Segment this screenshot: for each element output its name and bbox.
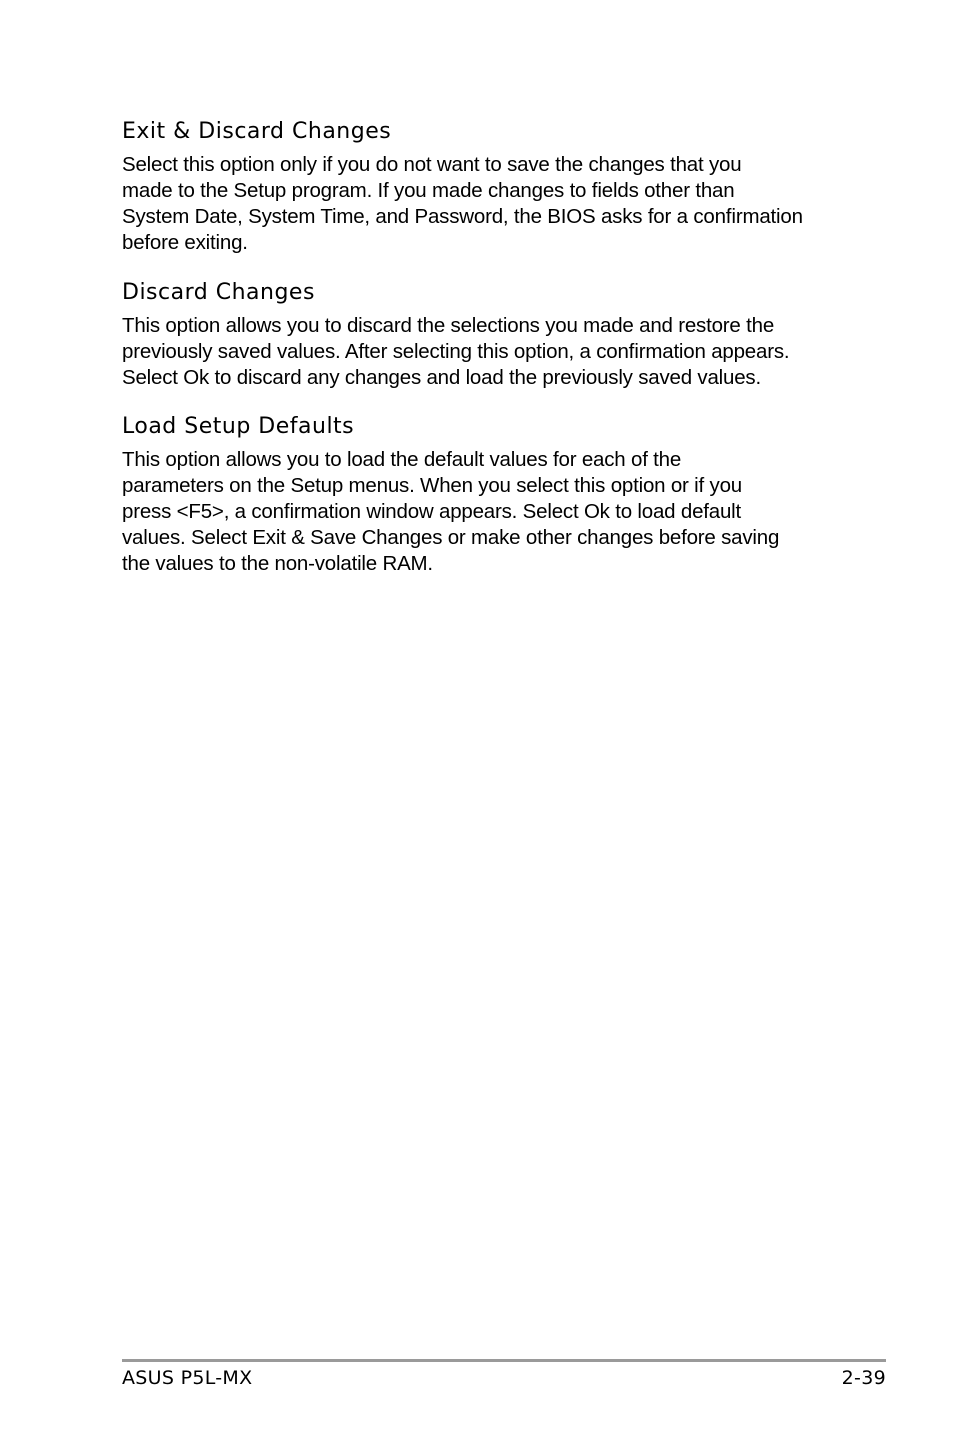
body-line: parameters on the Setup menus. When you select this option or if you xyxy=(122,474,742,497)
section-body xyxy=(122,313,842,391)
body-line: System Date, System Time, and Password, the BIOS asks for a conﬁrmation xyxy=(122,205,803,228)
footer-product-name: ASUS P5L-MX xyxy=(122,1367,253,1389)
body-line: the values to the non-volatile RAM. xyxy=(122,552,433,575)
body-line: Select this option only if you do not want to save the changes that you xyxy=(122,153,742,176)
section-body xyxy=(122,447,842,577)
body-line: Select Ok to discard any changes and load the previously saved values. xyxy=(122,366,761,389)
section-exit-discard-changes xyxy=(122,118,842,256)
footer-page-number: 2-39 xyxy=(841,1367,886,1389)
body-line: values. Select Exit & Save Changes or make other changes before saving xyxy=(122,526,780,549)
body-line: previously saved values. After selecting this option, a conﬁrmation appears. xyxy=(122,340,790,363)
section-body xyxy=(122,152,842,256)
section-heading: Discard Changes xyxy=(122,280,315,305)
body-line: This option allows you to discard the selections you made and restore the xyxy=(122,314,775,337)
body-line: press <F5>, a conﬁrmation window appears. Select Ok to load default xyxy=(122,500,742,523)
body-line: before exiting. xyxy=(122,231,248,254)
body-line: made to the Setup program. If you made changes to ﬁelds other than xyxy=(122,179,735,202)
body-line: This option allows you to load the default values for each of the xyxy=(122,448,682,471)
section-heading: Exit & Discard Changes xyxy=(122,119,392,144)
section-heading: Load Setup Defaults xyxy=(122,414,355,439)
footer-divider xyxy=(122,1359,886,1362)
section-discard-changes xyxy=(122,279,842,391)
section-load-setup-defaults xyxy=(122,413,842,577)
